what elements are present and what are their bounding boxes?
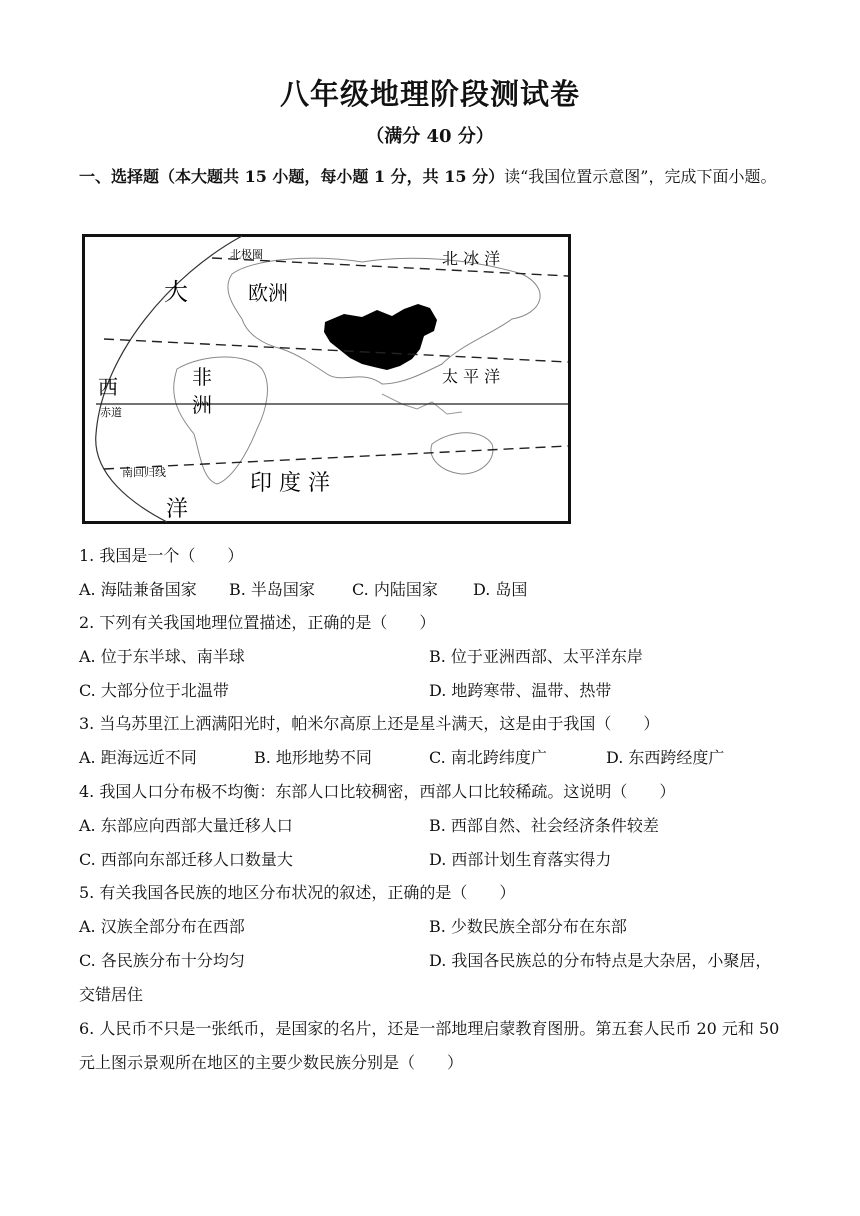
label-xi: 西 [98,375,118,399]
question-2-stem: 2. 下列有关我国地理位置描述，正确的是（ ） [79,613,436,632]
q3-option-c: C. 南北跨纬度广 [429,748,547,767]
label-africa-1: 非 [192,365,212,389]
q4-option-a: A. 东部应向西部大量迁移人口 [79,816,293,835]
q4-option-b: B. 西部自然、社会经济条件较差 [429,816,659,835]
q5-option-d: D. 我国各民族总的分布特点是大杂居，小聚居， [429,951,772,970]
q3-option-b: B. 地形地势不同 [254,748,372,767]
label-africa-2: 洲 [192,393,212,417]
q2-option-a: A. 位于东半球、南半球 [79,647,245,666]
label-indian-ocean: 印 度 洋 [250,471,330,496]
q5-option-c: C. 各民族分布十分均匀 [79,951,245,970]
page-subtitle: （满分 40 分） [366,126,494,147]
q3-option-d: D. 东西跨经度广 [606,748,725,767]
q5-option-d-continued: 交错居住 [79,985,144,1004]
label-europe: 欧洲 [248,281,288,305]
q2-option-b: B. 位于亚洲西部、太平洋东岸 [429,647,643,666]
label-da: 大 [164,278,188,306]
q4-option-d: D. 西部计划生育落实得力 [429,850,612,869]
q2-option-c: C. 大部分位于北温带 [79,681,229,700]
q5-option-a: A. 汉族全部分布在西部 [79,917,245,936]
question-6-stem: 6. 人民币不只是一张纸币，是国家的名片，还是一部地理启蒙教育图册。第五套人民币 20 元和 50 元上图示景观所在地区的主要少数民族分别是（ ） [79,1019,780,1072]
q4-option-c: C. 西部向东部迁移人口数量大 [79,850,293,869]
section-heading: 一、选择题（本大题共 15 小题，每小题 1 分，共 15 分） [79,167,505,186]
q3-option-a: A. 距海远近不同 [79,748,197,767]
label-yang: 洋 [166,497,189,522]
label-pacific: 太 平 洋 [442,367,501,386]
question-1-stem: 1. 我国是一个（ ） [79,546,244,565]
q5-option-b: B. 少数民族全部分布在东部 [429,917,627,936]
china-location-map [82,234,571,524]
q2-option-d: D. 地跨寒带、温带、热带 [429,681,612,700]
label-equator: 赤道 [100,406,122,419]
label-arctic-ocean: 北 冰 洋 [442,249,501,268]
q1-option-d: D. 岛国 [473,580,528,599]
question-3-stem: 3. 当乌苏里江上洒满阳光时，帕米尔高原上还是星斗满天，这是由于我国（ ） [79,714,660,733]
question-4-stem: 4. 我国人口分布极不均衡：东部人口比较稠密，西部人口比较稀疏。这说明（ ） [79,782,676,801]
q1-option-b: B. 半岛国家 [229,580,315,599]
label-tropic: 南回归线 [122,466,166,479]
page-title: 八年级地理阶段测试卷 [279,77,580,111]
label-arctic-circle: 北极圈 [230,248,263,261]
section-intro [79,160,791,194]
q1-option-c: C. 内陆国家 [352,580,438,599]
q1-option-a: A. 海陆兼备国家 [79,580,197,599]
question-5-stem: 5. 有关我国各民族的地区分布状况的叙述，正确的是（ ） [79,883,516,902]
section-instruction: 读“我国位置示意图”，完成下面小题。 [504,167,777,186]
